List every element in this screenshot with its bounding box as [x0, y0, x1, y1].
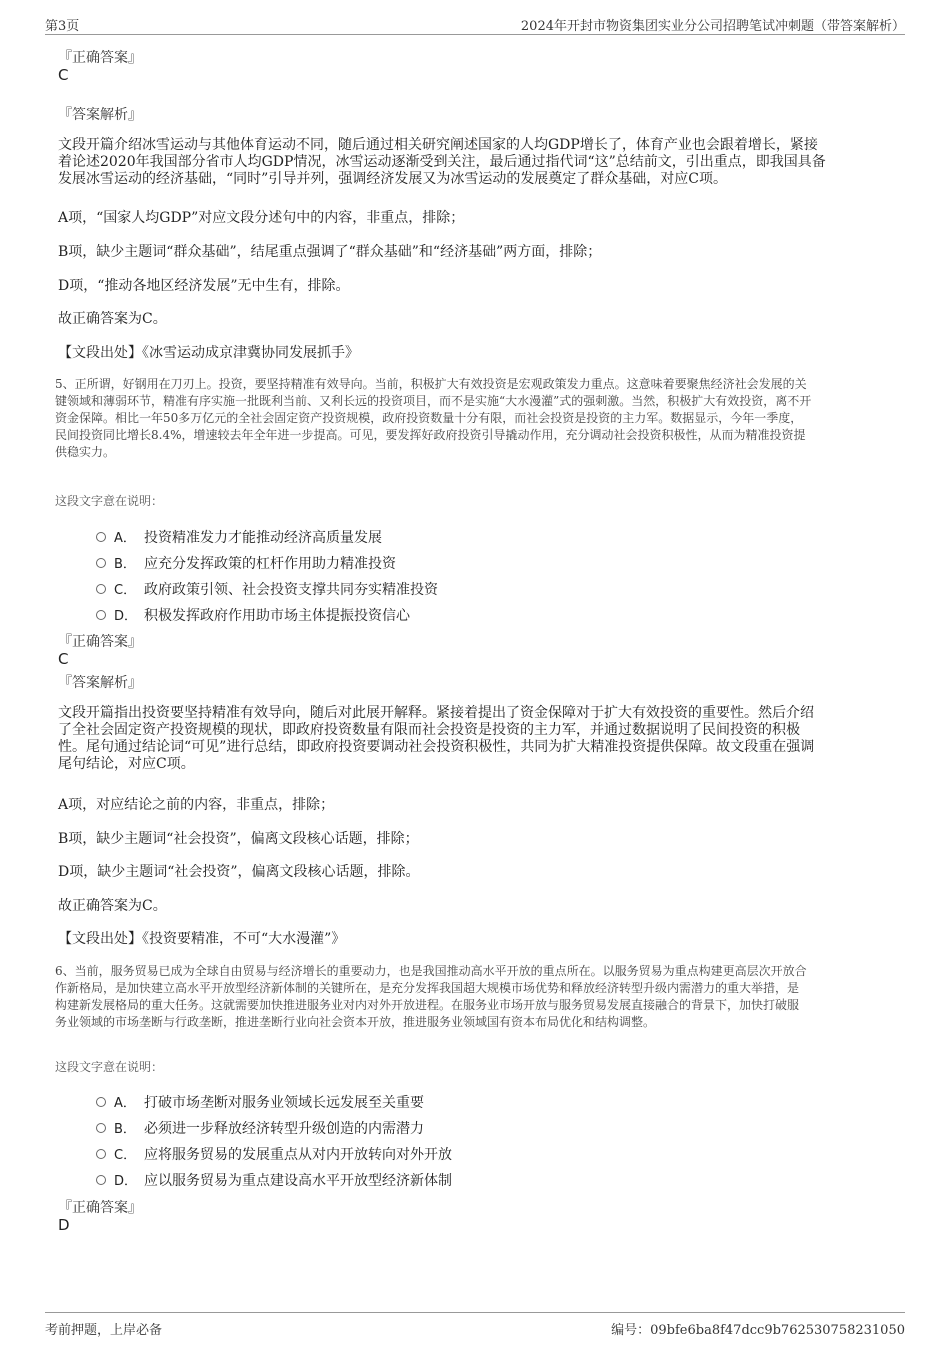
- correct-answer-value: D: [58, 1216, 70, 1234]
- source-citation: 【文段出处】《冰雪运动成京津冀协同发展抓手》: [58, 345, 359, 361]
- page-footer: [45, 1312, 905, 1339]
- option-letter: B．: [114, 557, 136, 572]
- option-text: 应将服务贸易的发展重点从对内开放转向对外开放: [144, 1147, 452, 1163]
- option-note-b: B项，缺少主题词“群众基础”，结尾重点强调了“群众基础”和“经济基础”两方面，排除；: [58, 244, 602, 260]
- option-text: 积极发挥政府作用助市场主体提振投资信心: [144, 608, 410, 624]
- source-citation: 【文段出处】《投资要精准，不可“大水漫灌”》: [58, 931, 346, 947]
- analysis-line: 发展冰雪运动的经济基础，“同时”引导并列，强调经济发展又为冰雪运动的发展奠定了群众基础，对应C项。: [58, 171, 728, 187]
- page-header: [45, 12, 905, 35]
- question-5-option-b[interactable]: [96, 553, 396, 573]
- radio-icon[interactable]: [96, 1123, 106, 1133]
- option-note-a: A项，对应结论之前的内容，非重点，排除；: [58, 797, 335, 813]
- analysis-line: 着论述2020年我国部分省市人均GDP情况，冰雪运动逐渐受到关注，最后通过指代词“这”总结前文，引出重点，即我国具备: [58, 154, 826, 170]
- correct-answer-label: 『正确答案』: [58, 634, 142, 650]
- option-note-d: D项，缺少主题词“社会投资”，偏离文段核心话题，排除。: [58, 864, 420, 880]
- conclusion: 故正确答案为C。: [58, 898, 167, 914]
- option-letter: C．: [114, 1148, 137, 1163]
- analysis-text: [58, 137, 826, 188]
- question-5-option-c[interactable]: [96, 579, 438, 599]
- question-line: 键领域和薄弱环节，精准有序实施一批既利当前、又利长远的投资项目，而不是实施“大水漫灌”式的强刺激。当然，积极扩大有效投资，离不开: [55, 394, 812, 408]
- question-line: 5、正所谓，好钢用在刀刃上。投资，要坚持精准有效导向。当前，积极扩大有效投资是宏观政策发力重点。这意味着要聚焦经济社会发展的关: [55, 377, 807, 391]
- question-line: 民间投资同比增长8.4%，增速较去年全年进一步提高。可见，要发挥好政府投资引导撬动作用，充分调动社会投资积极性，从而为精准投资提: [55, 428, 806, 442]
- page-number: 第3页: [45, 19, 80, 34]
- option-text: 应充分发挥政策的杠杆作用助力精准投资: [144, 556, 396, 572]
- option-text: 打破市场垄断对服务业领域长远发展至关重要: [144, 1095, 424, 1111]
- option-letter: D．: [114, 609, 138, 624]
- question-line: 作新格局，是加快建立高水平开放型经济新体制的关键所在，是充分发挥我国超大规模市场优势和释放经济转型升级内需潜力的重大举措，是: [55, 981, 800, 995]
- radio-icon[interactable]: [96, 610, 106, 620]
- question-line: 6、当前，服务贸易已成为全球自由贸易与经济增长的重要动力，也是我国推动高水平开放的重点所在。以服务贸易为重点构建更高层次开放合: [55, 964, 807, 978]
- footer-slogan: 考前押题，上岸必备: [45, 1323, 163, 1338]
- analysis-label: 『答案解析』: [58, 675, 142, 691]
- question-6-option-b[interactable]: [96, 1118, 424, 1138]
- analysis-text: [58, 705, 814, 773]
- question-6-text: [55, 963, 807, 1031]
- question-5-text: [55, 376, 811, 461]
- question-6-option-a[interactable]: [96, 1092, 424, 1112]
- option-letter: A．: [114, 531, 136, 546]
- question-6-option-d[interactable]: [96, 1170, 452, 1190]
- analysis-line: 性。尾句通过结论词“可见”进行总结，即政府投资要调动社会投资积极性，共同为扩大精准投资提供保障。故文段重在强调: [58, 739, 815, 755]
- question-6-prompt: 这段文字意在说明：: [55, 1060, 164, 1074]
- question-line: 资金保障。相比一年50多万亿元的全社会固定资产投资规模，政府投资数量十分有限，而社会投资是投资的主力军。数据显示，今年一季度，: [55, 411, 803, 425]
- question-5-option-a[interactable]: [96, 527, 382, 547]
- analysis-line: 文段开篇介绍冰雪运动与其他体育运动不同，随后通过相关研究阐述国家的人均GDP增长了，体育产业也会跟着增长，紧接: [58, 137, 818, 153]
- analysis-line: 了全社会固定资产投资规模的现状，即政府投资数量有限而社会投资是投资的主力军，并通过数据说明了民间投资的积极: [58, 722, 800, 738]
- question-5-option-d[interactable]: [96, 605, 410, 625]
- document-title: 2024年开封市物资集团实业分公司招聘笔试冲刺题（带答案解析）: [520, 19, 905, 34]
- option-letter: B．: [114, 1122, 136, 1137]
- analysis-line: 文段开篇指出投资要坚持精准有效导向，随后对此展开解释。紧接着提出了资金保障对于扩大有效投资的重要性。然后介绍: [58, 705, 814, 721]
- radio-icon[interactable]: [96, 1175, 106, 1185]
- radio-icon[interactable]: [96, 584, 106, 594]
- question-line: 构建新发展格局的重大任务。这就需要加快推进服务业对内对外开放进程。在服务业市场开放与服务贸易发展直接融合的背景下，加快打破服: [55, 998, 800, 1012]
- option-text: 投资精准发力才能推动经济高质量发展: [144, 530, 382, 546]
- radio-icon[interactable]: [96, 558, 106, 568]
- correct-answer-label: 『正确答案』: [58, 50, 142, 66]
- analysis-label: 『答案解析』: [58, 107, 142, 123]
- question-line: 供稳实力。: [55, 445, 116, 459]
- option-note-d: D项，“推动各地区经济发展”无中生有，排除。: [58, 278, 350, 294]
- option-text: 应以服务贸易为重点建设高水平开放型经济新体制: [144, 1173, 452, 1189]
- radio-icon[interactable]: [96, 1097, 106, 1107]
- option-text: 政府政策引领、社会投资支撑共同夯实精准投资: [144, 582, 438, 598]
- correct-answer-label: 『正确答案』: [58, 1200, 142, 1216]
- radio-icon[interactable]: [96, 1149, 106, 1159]
- radio-icon[interactable]: [96, 532, 106, 542]
- analysis-line: 尾句结论，对应C项。: [58, 756, 195, 772]
- option-note-a: A项，“国家人均GDP”对应文段分述句中的内容，非重点，排除；: [58, 210, 465, 226]
- conclusion: 故正确答案为C。: [58, 311, 167, 327]
- option-letter: D．: [114, 1174, 138, 1189]
- correct-answer-value: C: [58, 66, 69, 84]
- option-note-b: B项，缺少主题词“社会投资”，偏离文段核心话题，排除；: [58, 831, 419, 847]
- correct-answer-value: C: [58, 650, 69, 668]
- question-6-option-c[interactable]: [96, 1144, 452, 1164]
- option-text: 必须进一步释放经济转型升级创造的内需潜力: [144, 1121, 424, 1137]
- question-line: 务业领域的市场垄断与行政垄断，推进垄断行业向社会资本开放，推进服务业领域国有资本布局优化和结构调整。: [55, 1015, 656, 1029]
- question-5-prompt: 这段文字意在说明：: [55, 494, 164, 508]
- option-letter: A．: [114, 1096, 136, 1111]
- option-letter: C．: [114, 583, 137, 598]
- document-code: 编号：09bfe6ba8f47dcc9b762530758231050: [611, 1323, 905, 1338]
